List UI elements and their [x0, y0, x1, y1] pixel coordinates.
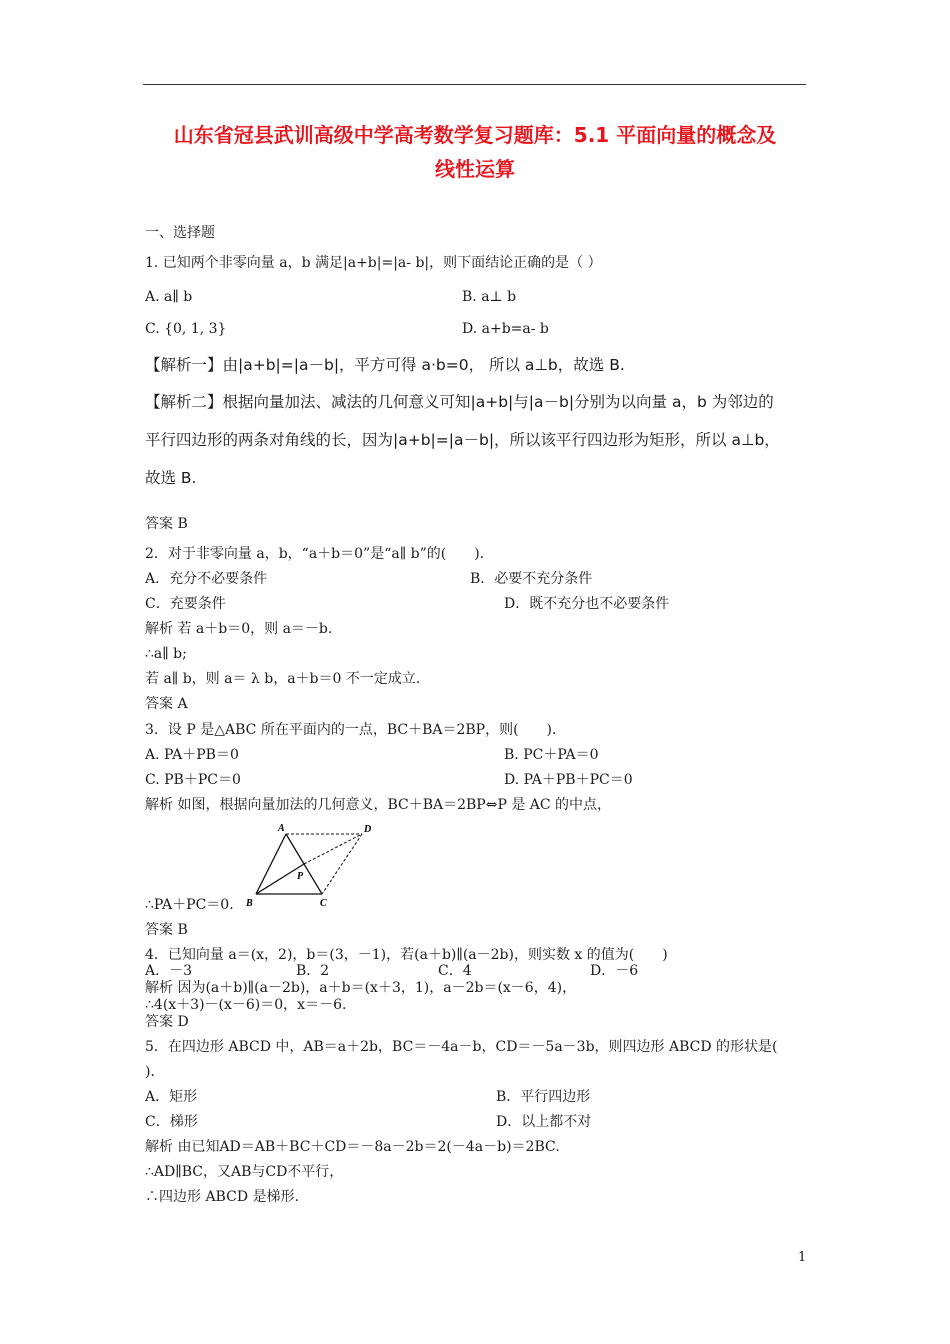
- label-d: D: [364, 824, 372, 835]
- q1-option-c: C. {0, 1, 3}: [145, 321, 227, 337]
- q5-stem-2: )．: [145, 1064, 165, 1080]
- q2-solution-1: 解析 若 a＋b＝0，则 a＝－b.: [145, 621, 333, 637]
- q5-solution-3: ∴四边形 ABCD 是梯形.: [145, 1189, 299, 1205]
- q3-stem: 3．设 P 是△ABC 所在平面内的一点，BC＋BA＝2BP，则( )．: [145, 722, 567, 738]
- q5-option-b: B．平行四边形: [496, 1089, 591, 1105]
- q4-option-c: C．4: [438, 963, 472, 979]
- q2-option-c: C．充要条件: [145, 596, 226, 612]
- q1-solution-2c: 故选 B.: [145, 469, 197, 487]
- q3-option-c: C. PB＋PC＝0: [145, 772, 241, 788]
- q1-option-a: A. a∥ b: [145, 289, 193, 305]
- q2-option-b: B．必要不充分条件: [470, 571, 593, 587]
- q2-option-d: D．既不充分也不必要条件: [504, 596, 670, 612]
- q1-solution-2a: 【解析二】根据向量加法、减法的几何意义可知|a+b|与|a－b|分别为以向量 a，b 为邻边的: [145, 393, 774, 411]
- q1-option-b: B. a⊥ b: [462, 289, 517, 305]
- title-line-2: 线性运算: [435, 157, 515, 181]
- q1-option-d: D. a+b=a- b: [462, 321, 549, 337]
- q3-solution-2: ∴PA＋PC＝0.: [145, 897, 234, 913]
- header-rule: [143, 84, 806, 85]
- q4-solution-2: ∴4(x＋3)－(x－6)＝0，x＝－6.: [145, 997, 347, 1013]
- label-p: P: [297, 871, 304, 882]
- label-c: C: [320, 898, 327, 909]
- q5-stem-1: 5．在四边形 ABCD 中，AB＝a＋2b，BC＝－4a－b，CD＝－5a－3b，则四边形 ABCD 的形状是(: [145, 1039, 778, 1055]
- document-title: [120, 118, 830, 186]
- page-number: 1: [798, 1250, 807, 1265]
- section-heading: 一、选择题: [145, 225, 215, 241]
- q2-answer: 答案 A: [145, 696, 188, 712]
- q5-option-d: D．以上都不对: [496, 1114, 592, 1130]
- q5-option-c: C．梯形: [145, 1114, 198, 1130]
- q4-answer: 答案 D: [145, 1014, 189, 1030]
- q1-stem: 1. 已知两个非零向量 a，b 满足|a+b|=|a- b|，则下面结论正确的是（ ）: [145, 255, 602, 271]
- q3-option-b: B. PC＋PA＝0: [504, 747, 599, 763]
- q2-solution-3: 若 a∥ b，则 a＝ λ b，a＋b＝0 不一定成立.: [145, 671, 421, 687]
- q4-solution-1: 解析 因为(a＋b)∥(a－2b)，a＋b＝(x＋3，1)，a－2b＝(x－6，4)，: [145, 980, 577, 996]
- q3-option-d: D. PA＋PB＋PC＝0: [504, 772, 633, 788]
- q5-solution-2: ∴AD∥BC，又AB与CD不平行，: [145, 1164, 344, 1180]
- q5-option-a: A．矩形: [145, 1089, 198, 1105]
- q2-stem: 2．对于非零向量 a，b，“a＋b＝0”是“a∥ b”的( )．: [145, 546, 494, 562]
- dashed-dc: [322, 834, 362, 894]
- q3-option-a: A. PA＋PB＝0: [145, 747, 239, 763]
- q1-answer: 答案 B: [145, 516, 188, 532]
- q3-answer: 答案 B: [145, 922, 188, 938]
- title-line-1: 山东省冠县武训高级中学高考数学复习题库：5.1 平面向量的概念及: [173, 123, 777, 147]
- q1-solution-2b: 平行四边形的两条对角线的长，因为|a+b|=|a－b|，所以该平行四边形为矩形，所以 a⊥b，: [145, 431, 780, 449]
- dashed-pd: [304, 834, 362, 864]
- parallelogram-figure: [238, 818, 378, 910]
- q4-option-b: B．2: [296, 963, 330, 979]
- q3-solution-1: 解析 如图，根据向量加法的几何意义，BC＋BA＝2BP⇔P 是 AC 的中点，: [145, 797, 612, 813]
- q1-solution-1: 【解析一】由|a+b|=|a－b|，平方可得 a·b=0， 所以 a⊥b，故选 B.: [145, 356, 625, 374]
- q4-option-a: A．－3: [145, 963, 193, 979]
- label-b: B: [246, 898, 253, 909]
- label-a: A: [278, 823, 285, 834]
- q4-option-d: D．－6: [590, 963, 639, 979]
- q4-stem: 4．已知向量 a＝(x，2)，b＝(3，－1)，若(a＋b)∥(a－2b)，则实数 x 的值为( ): [145, 947, 668, 963]
- q2-option-a: A．充分不必要条件: [145, 571, 268, 587]
- q5-solution-1: 解析 由已知AD＝AB＋BC＋CD＝－8a－2b＝2(－4a－b)＝2BC.: [145, 1139, 560, 1155]
- q2-solution-2: ∴a∥ b;: [145, 646, 187, 662]
